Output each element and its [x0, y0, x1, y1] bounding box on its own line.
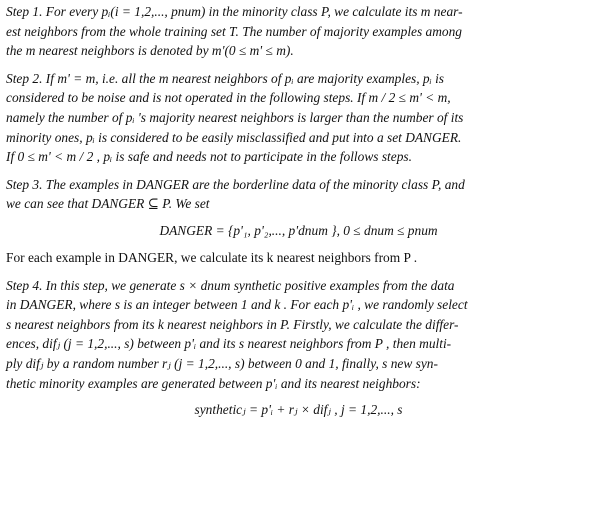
step-2-line: Step 2. If m' = m, i.e. all the m nearest neighbors of pᵢ are majority examples, pᵢ is: [6, 70, 445, 86]
step-1-line: the m nearest neighbors is denoted by m'(0 ≤ m' ≤ m).: [6, 43, 294, 59]
danger-set-equation: DANGER = {p'₁, p'₂,..., p'dnum }, 0 ≤ dnum ≤ pnum: [159, 222, 438, 238]
step-4-line: ply difⱼ by a random number rⱼ (j = 1,2,..., s) between 0 and 1, finally, s new syn-: [6, 355, 438, 371]
step-4-line: Step 4. In this step, we generate s × dnum synthetic positive examples from the data: [6, 277, 455, 293]
step-2-line: namely the number of pᵢ 's majority nearest neighbors is larger than the number of its: [6, 109, 464, 125]
step-2-line: minority ones, pᵢ is considered to be easily misclassified and put into a set DANGER.: [6, 129, 462, 145]
step-3-line: we can see that DANGER ⊆ P. We set: [6, 196, 210, 212]
step-2-paragraph: [6, 69, 591, 167]
step-1-paragraph: [6, 2, 591, 61]
step-3-line: Step 3. The examples in DANGER are the borderline data of the minority class P, and: [6, 176, 465, 192]
step-3-paragraph: [6, 175, 591, 214]
step-2-line: considered to be noise and is not operated in the following steps. If m / 2 ≤ m' < m,: [6, 90, 451, 106]
step-3-followup: [6, 248, 591, 268]
step-4-line: ences, difⱼ (j = 1,2,..., s) between p'ᵢ and its s nearest neighbors from P , then multi-: [6, 336, 452, 352]
step-3-followup-line: For each example in DANGER, we calculate its k nearest neighbors from P .: [6, 249, 418, 265]
step-4-line: s nearest neighbors from its k nearest neighbors in P. Firstly, we calculate the differ-: [6, 316, 459, 332]
step-1-line: Step 1. For every pᵢ(i = 1,2,..., pnum) in the minority class P, we calculate its m near-: [6, 4, 463, 19]
synthetic-equation: syntheticⱼ = p'ᵢ + rⱼ × difⱼ , j = 1,2,..., s: [194, 402, 403, 418]
step-4-line: thetic minority examples are generated between p'ᵢ and its nearest neighbors:: [6, 375, 421, 391]
step-2-line: If 0 ≤ m' < m / 2 , pᵢ is safe and needs not to participate in the follows steps.: [6, 149, 412, 165]
step-1-line: est neighbors from the whole training set T. The number of majority examples among: [6, 23, 462, 39]
step-4-line: in DANGER, where s is an integer between 1 and k . For each p'ᵢ , we randomly select: [6, 297, 468, 313]
step-4-paragraph: [6, 276, 591, 394]
